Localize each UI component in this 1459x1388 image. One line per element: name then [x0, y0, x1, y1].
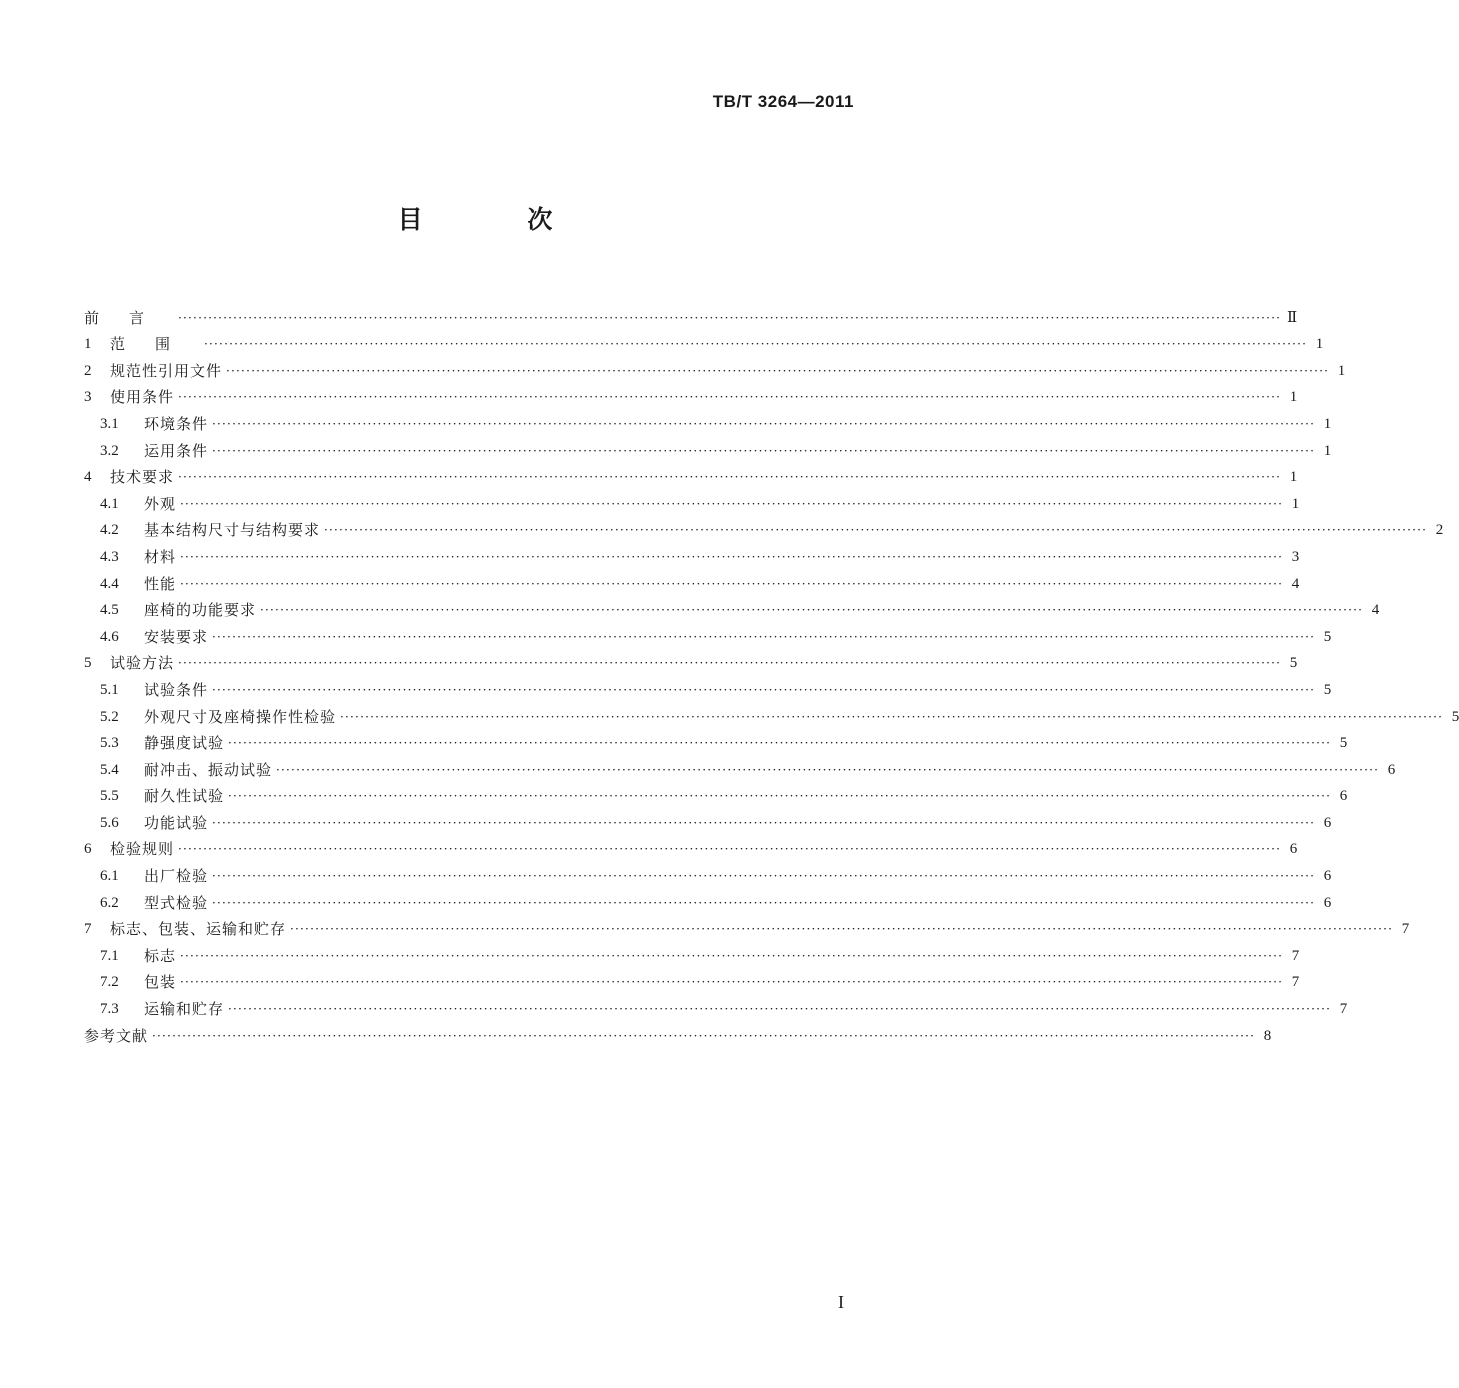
toc-entry-page: Ⅱ — [1287, 309, 1298, 326]
toc-entry-page: 7 — [1401, 921, 1410, 938]
toc-entry[interactable] — [84, 805, 1332, 832]
toc-entry[interactable] — [84, 300, 1298, 327]
toc-entry[interactable] — [84, 779, 1348, 806]
toc-entry-number: 4.4 — [100, 575, 119, 592]
toc-dot-leader: ···························································································································································································································· — [212, 869, 1316, 884]
toc-entry-label: 基本结构尺寸与结构要求 — [144, 521, 321, 540]
toc-dot-leader: ···························································································································································································································· — [228, 789, 1332, 804]
toc-entry[interactable] — [84, 726, 1348, 753]
toc-dot-leader: ···························································································································································································································· — [180, 549, 1284, 564]
toc-entry-page: 5 — [1323, 628, 1332, 645]
toc-dot-leader: ···························································································································································································································· — [152, 1028, 1256, 1043]
toc-entry-number: 5.5 — [100, 788, 119, 805]
toc-dot-leader: ···························································································································································································································· — [212, 682, 1316, 697]
toc-entry[interactable] — [84, 858, 1332, 886]
toc-dot-leader: ···························································································································································································································· — [228, 736, 1332, 751]
toc-entry-page: 5 — [1451, 708, 1459, 725]
toc-entry-number: 5.4 — [100, 761, 119, 778]
toc-entry-number: 4.5 — [100, 602, 119, 619]
toc-entry-number: 3.2 — [100, 442, 119, 459]
toc-entry-label: 性能 — [144, 574, 177, 593]
toc-entry-page: 7 — [1339, 1001, 1348, 1018]
toc-entry-number: 5.1 — [100, 681, 119, 698]
toc-dot-leader: ···························································································································································································································· — [212, 416, 1316, 431]
toc-entry-number: 5.6 — [100, 814, 119, 831]
toc-entry-label: 试验方法 — [110, 654, 175, 673]
toc-dot-leader: ···························································································································································································································· — [178, 842, 1282, 857]
toc-entry[interactable] — [84, 513, 1444, 540]
toc-entry-number: 7.3 — [100, 1001, 119, 1018]
toc-entry[interactable] — [84, 699, 1459, 726]
toc-entry-label: 参考文献 — [84, 1026, 149, 1045]
toc-entry-page: 6 — [1289, 841, 1298, 858]
toc-entry-page: 1 — [1337, 362, 1346, 379]
toc-entry[interactable] — [84, 672, 1332, 699]
toc-entry-label: 运用条件 — [144, 441, 209, 460]
toc-entry-page: 6 — [1323, 894, 1332, 911]
toc-entry-page: 1 — [1323, 415, 1332, 432]
toc-dot-leader: ···························································································································································································································· — [324, 523, 1428, 538]
toc-entry-label: 范围 — [110, 335, 201, 354]
toc-entry-label: 运输和贮存 — [144, 1000, 225, 1019]
toc-entry-number: 4 — [84, 469, 92, 486]
toc-dot-leader: ···························································································································································································································· — [340, 709, 1444, 724]
toc-entry-number: 4.1 — [100, 495, 119, 512]
toc-dot-leader: ···························································································································································································································· — [212, 815, 1316, 830]
toc-entry-page: 5 — [1323, 681, 1332, 698]
toc-entry[interactable] — [84, 460, 1298, 487]
toc-entry-label: 出厂检验 — [144, 867, 209, 886]
toc-entry-page: 6 — [1387, 761, 1396, 778]
toc-dot-leader: ···························································································································································································································· — [180, 975, 1284, 990]
toc-entry[interactable] — [84, 912, 1410, 939]
toc-dot-leader: ···························································································································································································································· — [180, 576, 1284, 591]
toc-entry-page: 6 — [1323, 814, 1332, 831]
toc-dot-leader: ···························································································································································································································· — [178, 310, 1282, 325]
toc-entry-label: 座椅的功能要求 — [144, 601, 257, 620]
toc-entry[interactable] — [84, 327, 1324, 354]
toc-entry[interactable] — [84, 832, 1298, 859]
toc-entry[interactable] — [84, 965, 1300, 992]
toc-entry-number: 5.3 — [100, 735, 119, 752]
toc-entry-label: 耐久性试验 — [144, 787, 225, 806]
toc-entry-label: 标志、包装、运输和贮存 — [110, 920, 287, 939]
toc-entry-label: 规范性引用文件 — [110, 361, 223, 380]
toc-dot-leader: ···························································································································································································································· — [180, 496, 1284, 511]
toc-entry-label: 包装 — [144, 973, 177, 992]
toc-dot-leader: ···························································································································································································································· — [276, 762, 1380, 777]
table-of-contents — [84, 300, 1459, 1045]
toc-entry-page: 6 — [1339, 788, 1348, 805]
toc-entry-number: 7 — [84, 921, 92, 938]
toc-entry-label: 使用条件 — [110, 388, 175, 407]
toc-entry-label: 静强度试验 — [144, 734, 225, 753]
toc-entry[interactable] — [84, 593, 1380, 620]
toc-dot-leader: ···························································································································································································································· — [260, 603, 1364, 618]
toc-entry-number: 7.2 — [100, 974, 119, 991]
toc-entry[interactable] — [84, 991, 1348, 1019]
toc-entry-label: 外观尺寸及座椅操作性检验 — [144, 707, 337, 726]
toc-dot-leader: ···························································································································································································································· — [226, 363, 1330, 378]
toc-entry-page: 7 — [1291, 947, 1300, 964]
toc-entry[interactable] — [84, 539, 1300, 566]
toc-dot-leader: ···························································································································································································································· — [290, 922, 1394, 937]
toc-entry[interactable] — [84, 938, 1300, 965]
toc-entry-number: 6 — [84, 841, 92, 858]
toc-entry-page: 2 — [1435, 522, 1444, 539]
toc-dot-leader: ···························································································································································································································· — [228, 1002, 1332, 1017]
toc-entry-number: 4.3 — [100, 548, 119, 565]
toc-entry-number: 3.1 — [100, 415, 119, 432]
page-title: 目 次 — [397, 205, 601, 234]
toc-entry-page: 1 — [1289, 389, 1298, 406]
toc-entry-label: 标志 — [144, 946, 177, 965]
toc-dot-leader: ···························································································································································································································· — [178, 656, 1282, 671]
toc-entry-number: 5 — [84, 655, 92, 672]
toc-dot-leader: ···························································································································································································································· — [212, 895, 1316, 910]
toc-entry[interactable] — [84, 353, 1346, 380]
toc-entry[interactable] — [84, 1018, 1272, 1045]
toc-entry-number: 6.1 — [100, 868, 119, 885]
toc-entry-number: 1 — [84, 336, 92, 353]
toc-entry-label: 环境条件 — [144, 414, 209, 433]
toc-entry-number: 3 — [84, 389, 92, 406]
toc-entry-page: 5 — [1339, 735, 1348, 752]
toc-entry-label: 前言 — [84, 308, 175, 327]
toc-entry-label: 安装要求 — [144, 627, 209, 646]
toc-dot-leader: ···························································································································································································································· — [180, 948, 1284, 963]
toc-entry[interactable] — [84, 752, 1396, 779]
toc-entry-page: 4 — [1291, 575, 1300, 592]
toc-entry[interactable] — [84, 885, 1332, 912]
toc-entry[interactable] — [84, 566, 1300, 593]
toc-dot-leader: ···························································································································································································································· — [178, 390, 1282, 405]
toc-entry-label: 功能试验 — [144, 813, 209, 832]
toc-entry-label: 型式检验 — [144, 893, 209, 912]
toc-entry-number: 5.2 — [100, 708, 119, 725]
toc-entry-label: 耐冲击、振动试验 — [144, 760, 273, 779]
toc-entry-number: 2 — [84, 362, 92, 379]
toc-entry[interactable] — [84, 619, 1332, 646]
toc-dot-leader: ···························································································································································································································· — [178, 470, 1282, 485]
toc-dot-leader: ···························································································································································································································· — [212, 443, 1316, 458]
toc-entry-page: 3 — [1291, 548, 1300, 565]
toc-entry[interactable] — [84, 406, 1332, 433]
toc-entry-page: 1 — [1323, 442, 1332, 459]
toc-entry-page: 8 — [1263, 1027, 1272, 1044]
toc-entry-page: 1 — [1291, 495, 1300, 512]
toc-entry[interactable] — [84, 646, 1298, 673]
toc-entry-page: 5 — [1289, 655, 1298, 672]
toc-entry-page: 4 — [1371, 602, 1380, 619]
toc-entry[interactable] — [84, 433, 1332, 460]
toc-entry-number: 4.2 — [100, 522, 119, 539]
toc-entry-page: 6 — [1323, 868, 1332, 885]
toc-dot-leader: ···························································································································································································································· — [212, 629, 1316, 644]
toc-entry-number: 6.2 — [100, 894, 119, 911]
toc-entry-label: 技术要求 — [110, 468, 175, 487]
toc-entry-page: 1 — [1289, 469, 1298, 486]
toc-entry-page: 1 — [1315, 336, 1324, 353]
toc-entry-label: 外观 — [144, 494, 177, 513]
toc-entry-page: 7 — [1291, 974, 1300, 991]
toc-entry[interactable] — [84, 380, 1298, 407]
toc-entry-label: 检验规则 — [110, 840, 175, 859]
toc-entry-label: 试验条件 — [144, 680, 209, 699]
toc-entry[interactable] — [84, 486, 1300, 513]
toc-entry-label: 材料 — [144, 547, 177, 566]
standard-number: TB/T 3264—2011 — [712, 92, 854, 111]
toc-dot-leader: ···························································································································································································································· — [204, 337, 1308, 352]
toc-entry-number: 4.6 — [100, 628, 119, 645]
page-folio: I — [838, 1292, 844, 1312]
toc-entry-number: 7.1 — [100, 947, 119, 964]
